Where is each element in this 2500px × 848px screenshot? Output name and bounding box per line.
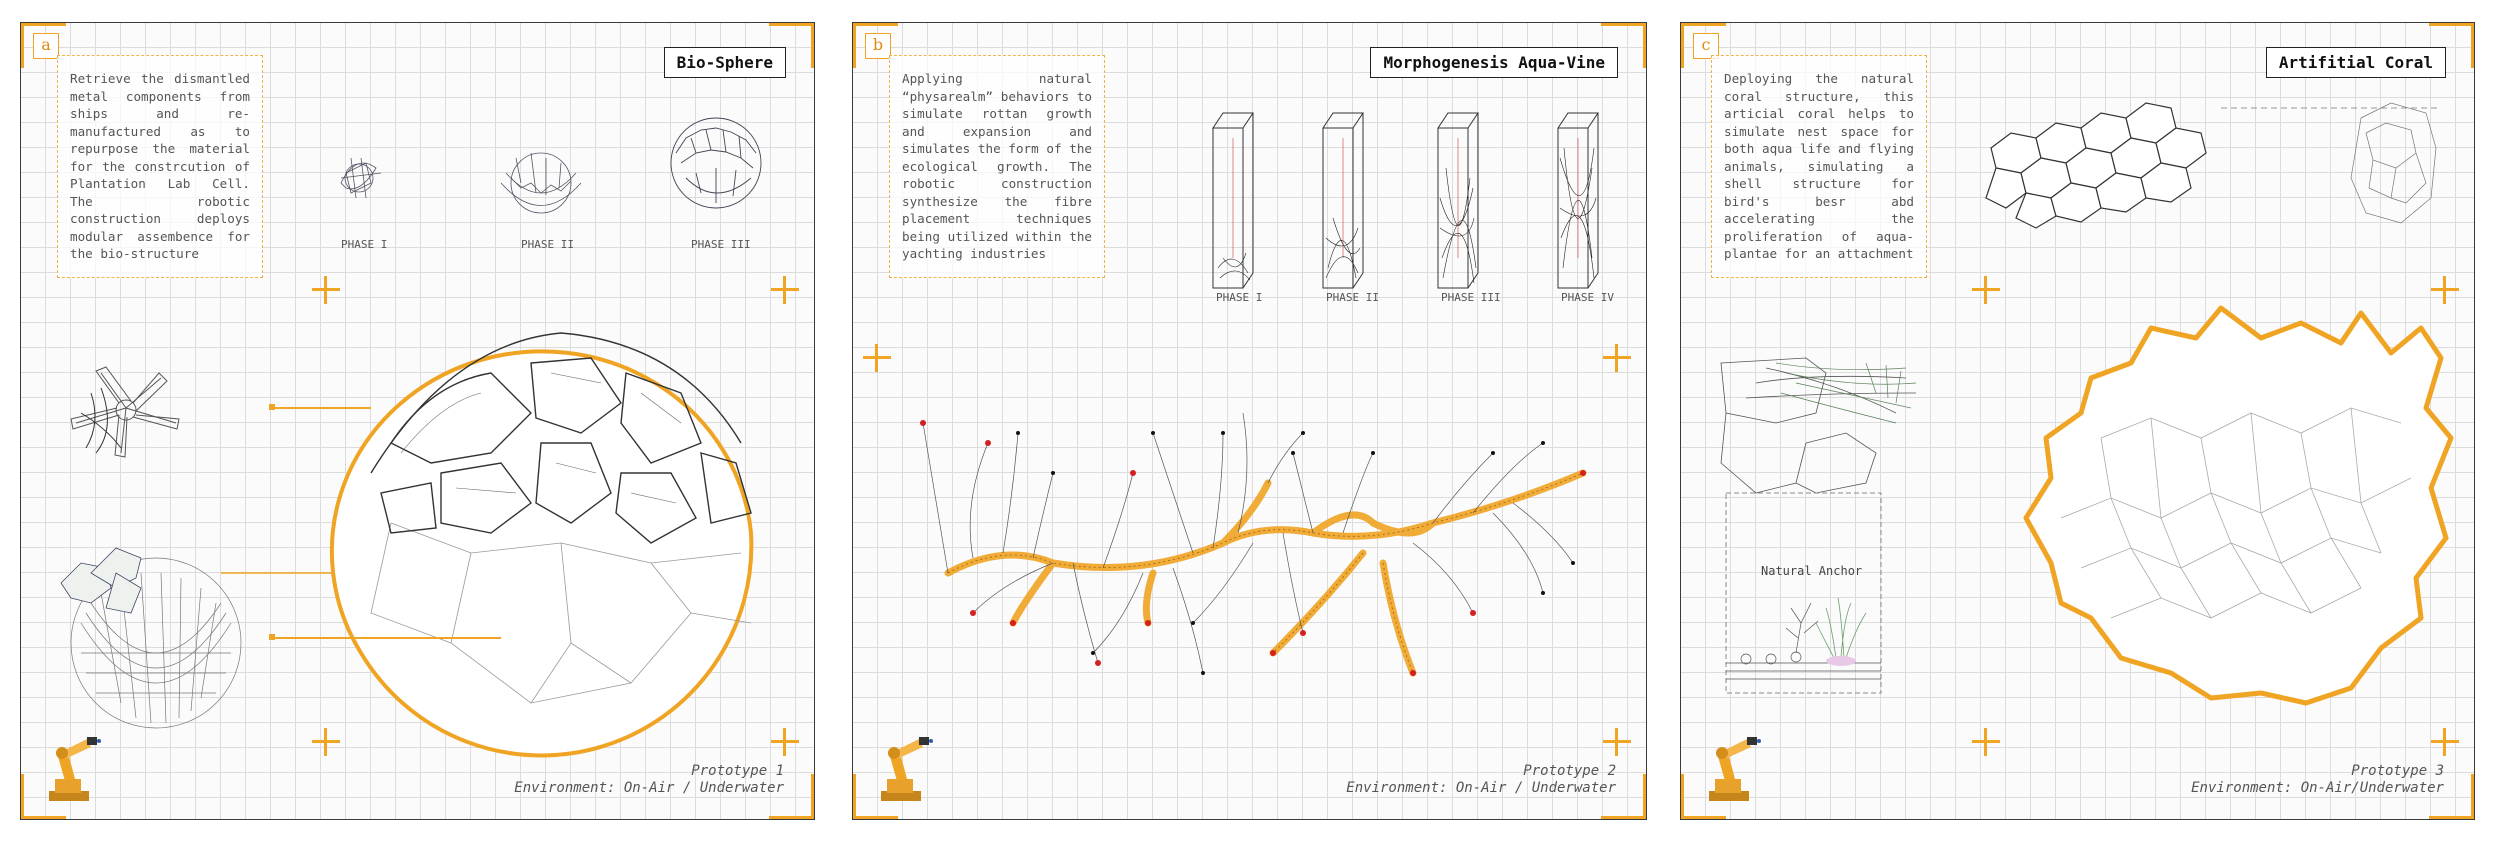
environment-label: Environment: On-Air / Underwater xyxy=(514,780,784,796)
plus-marker-icon xyxy=(771,728,799,756)
panel-bio-sphere xyxy=(20,22,815,820)
panel-aqua-vine xyxy=(852,22,1647,820)
prototype-number: Prototype 3 xyxy=(2351,763,2444,779)
phase-2-sketch xyxy=(491,133,591,223)
robot-arm-icon xyxy=(1697,725,1767,805)
phase-label: PHASE II xyxy=(521,238,574,251)
plus-marker-icon xyxy=(312,728,340,756)
environment-label: Environment: On-Air/Underwater xyxy=(2191,780,2444,796)
hexagon-shell-render xyxy=(1981,98,2461,238)
phase-label: PHASE II xyxy=(1326,291,1379,304)
connector-dot xyxy=(269,404,275,410)
plus-marker-icon xyxy=(2431,276,2459,304)
phase-label: PHASE I xyxy=(1216,291,1263,304)
panel-letter: c xyxy=(1693,33,1719,59)
bio-sphere-main-render xyxy=(331,323,791,753)
natural-anchor-box xyxy=(1726,493,1886,703)
phase-growth-boxes xyxy=(1208,108,1628,298)
plus-marker-icon xyxy=(863,344,891,372)
plus-marker-icon xyxy=(1603,728,1631,756)
phase-label: PHASE IV xyxy=(1561,291,1614,304)
prototype-number: Prototype 2 xyxy=(1523,763,1616,779)
phase-3-sketch xyxy=(661,108,771,218)
plus-marker-icon xyxy=(771,276,799,304)
prototype-footer xyxy=(2191,763,2444,797)
phase-label: PHASE III xyxy=(691,238,751,251)
panel-letter: b xyxy=(865,33,891,59)
panel-title: Bio-Sphere xyxy=(664,47,786,78)
plus-marker-icon xyxy=(1972,276,2000,304)
prototype-footer xyxy=(1346,763,1616,797)
panel-description: Applying natural “physarealm” behaviors to simulate rottan growth and expansion and simulates the form of the ecological growth. The robotic construction synthesize the fibre placement techniques being utilized within the yachting industries xyxy=(889,55,1105,278)
robot-arm-icon xyxy=(37,725,107,805)
connector-line xyxy=(271,637,501,639)
natural-anchor-label: Natural Anchor xyxy=(1761,564,1863,578)
connector-line xyxy=(271,407,371,409)
star-connector-sketch xyxy=(61,353,191,463)
environment-label: Environment: On-Air / Underwater xyxy=(1346,780,1616,796)
phase-label: PHASE III xyxy=(1441,291,1501,304)
prototype-number: Prototype 1 xyxy=(691,763,784,779)
panel-description: Deploying the natural coral structure, this articial coral helps to simulate nest space for both aqua life and flying animals, simulating a shell structure for bird's besr abd accelerating the proliferation of aqua-plantae for an attachment xyxy=(1711,55,1927,278)
panel-title: Morphogenesis Aqua-Vine xyxy=(1370,47,1618,78)
vine-growth-network xyxy=(893,393,1633,733)
connector-dot xyxy=(269,634,275,640)
panel-artificial-coral xyxy=(1680,22,2475,820)
panel-letter: a xyxy=(33,33,59,59)
plus-marker-icon xyxy=(1972,728,2000,756)
coral-shell-main-render xyxy=(2021,318,2461,708)
phase-label: PHASE I xyxy=(341,238,388,251)
plus-marker-icon xyxy=(2431,728,2459,756)
plus-marker-icon xyxy=(1603,344,1631,372)
prototype-footer xyxy=(514,763,784,797)
plus-marker-icon xyxy=(312,276,340,304)
robot-arm-icon xyxy=(869,725,939,805)
panel-title: Artifitial Coral xyxy=(2266,47,2446,78)
panel-description: Retrieve the dismantled metal components from ships and re-manufactured as to repurpose the material for the constrcution of Plantation Lab Cell. The robotic construction deploys modular assembence for the bio-structure xyxy=(57,55,263,278)
phase-1-sketch xyxy=(321,133,401,213)
